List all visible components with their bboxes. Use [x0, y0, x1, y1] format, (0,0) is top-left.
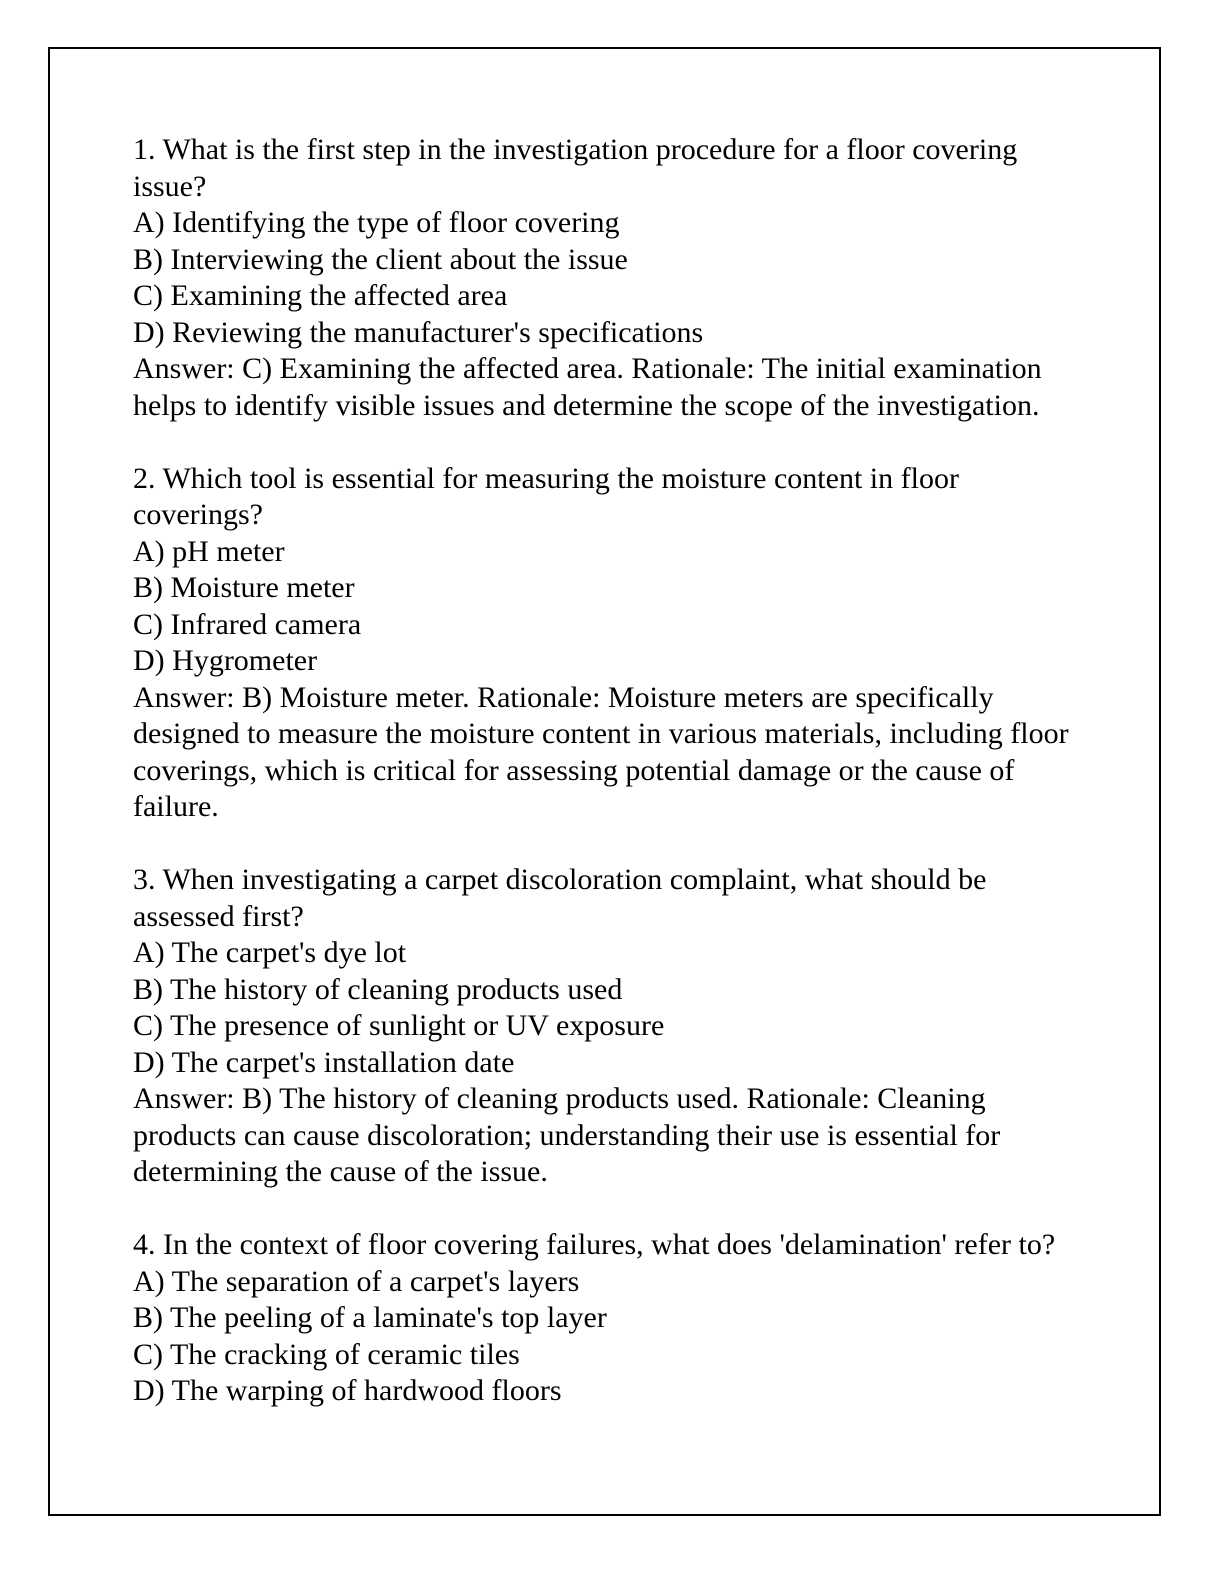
option-c: C) The cracking of ceramic tiles: [133, 1337, 520, 1371]
question-2: [133, 461, 1093, 826]
question-text: 4. In the context of floor covering failures, what does 'delamination' refer to?: [133, 1228, 1056, 1261]
option-a: A) The carpet's dye lot: [133, 936, 407, 969]
option-c: C) Examining the affected area: [133, 279, 508, 312]
question-text: 2. Which tool is essential for measuring the moisture content in floor coverings?: [133, 461, 967, 531]
option-c: C) Infrared camera: [133, 607, 362, 641]
quiz-content: [133, 132, 1093, 1410]
question-text: 3. When investigating a carpet discoloration complaint, what should be assessed first?: [133, 863, 994, 933]
option-a: A) The separation of a carpet's layers: [133, 1264, 580, 1298]
option-c: C) The presence of sunlight or UV exposure: [133, 1009, 665, 1042]
answer-rationale: Answer: C) Examining the affected area. Rationale: The initial examination helps to identify visible issues and determine the scope of the investigation.: [133, 352, 1050, 422]
option-b: B) Moisture meter: [133, 571, 355, 604]
question-text: 1. What is the first step in the investigation procedure for a floor covering issue?: [133, 133, 1025, 203]
option-b: B) The history of cleaning products used: [133, 972, 623, 1006]
option-b: B) The peeling of a laminate's top layer: [133, 1301, 607, 1334]
question-3: [133, 862, 1093, 1191]
question-1: [133, 132, 1093, 424]
answer-rationale: Answer: B) The history of cleaning products used. Rationale: Cleaning products can cause discoloration; understanding their use is essential for determining the cause of the issue.: [133, 1082, 1008, 1188]
option-b: B) Interviewing the client about the issue: [133, 242, 628, 276]
question-4: [133, 1227, 1093, 1410]
option-d: D) Reviewing the manufacturer's specifications: [133, 315, 704, 349]
option-d: D) Hygrometer: [133, 644, 318, 677]
answer-rationale: Answer: B) Moisture meter. Rationale: Moisture meters are specifically designed to measure the moisture content in various materials, including floor coverings, which is critical for assessing potential damage or the cause of failure.: [133, 680, 1077, 823]
option-a: A) pH meter: [133, 534, 285, 568]
option-d: D) The warping of hardwood floors: [133, 1374, 562, 1407]
option-d: D) The carpet's installation date: [133, 1045, 515, 1079]
option-a: A) Identifying the type of floor covering: [133, 206, 620, 239]
